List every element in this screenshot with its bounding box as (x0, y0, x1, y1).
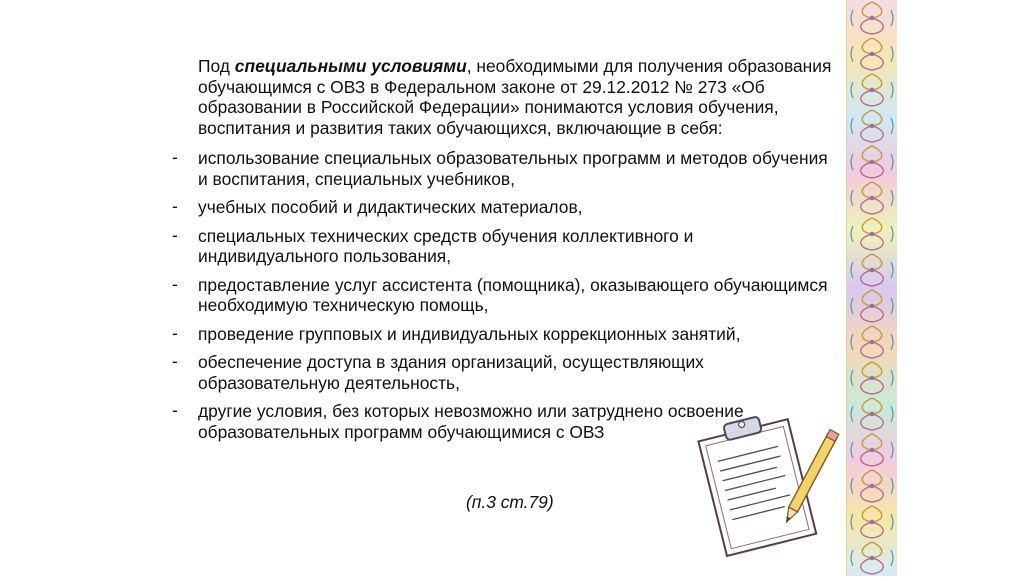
conditions-list (172, 148, 832, 442)
list-item (172, 197, 832, 218)
list-item (172, 352, 832, 393)
list-item-text: обеспечение доступа в здания организаций, осуществляющих образовательную деятельность, (198, 352, 704, 393)
list-item-text: специальных технических средств обучения коллективного и индивидуального пользования, (198, 225, 694, 266)
bullet-dash: - (172, 196, 178, 216)
list-item (172, 226, 832, 267)
clipboard-pencil-icon (690, 400, 840, 560)
slide-body (172, 56, 832, 450)
bullet-dash: - (172, 147, 178, 167)
intro-emphasis: специальными условиями (234, 56, 467, 76)
ornament-border (846, 0, 897, 576)
bullet-dash: - (172, 400, 178, 420)
ornament-pattern-icon (847, 0, 897, 576)
list-item (172, 275, 832, 316)
bullet-dash: - (172, 224, 178, 245)
bullet-dash: - (172, 273, 178, 294)
law-reference: (п.3 ст.79) (466, 492, 554, 512)
intro-rest: , необходимыми для получения образования обучающимся с ОВЗ в Федеральном законе от 29.12.2012 № 273 «Об образовании в Российской Федерации» понимаются условия обучения, воспитания и развития таких обучающихся, включающие в себя: (198, 56, 832, 138)
list-item-text: использование специальных образовательных программ и методов обучения и воспитания, специальных учебников, (198, 148, 828, 189)
bullet-dash: - (172, 351, 178, 371)
list-item (172, 324, 832, 345)
list-item-text: предоставление услуг ассистента (помощника), оказывающего обучающимся необходимую техническую помощь, (198, 274, 828, 315)
list-item (172, 148, 832, 189)
bullet-dash: - (172, 322, 178, 343)
intro-paragraph (172, 56, 832, 138)
list-item-text: другие условия, без которых невозможно или затруднено освоение образовательных программ обучающимися с ОВЗ (198, 401, 744, 442)
list-item-text: учебных пособий и дидактических материалов, (198, 197, 583, 217)
intro-prefix: Под (198, 56, 235, 76)
list-item-text: проведение групповых и индивидуальных коррекционных занятий, (198, 323, 741, 344)
